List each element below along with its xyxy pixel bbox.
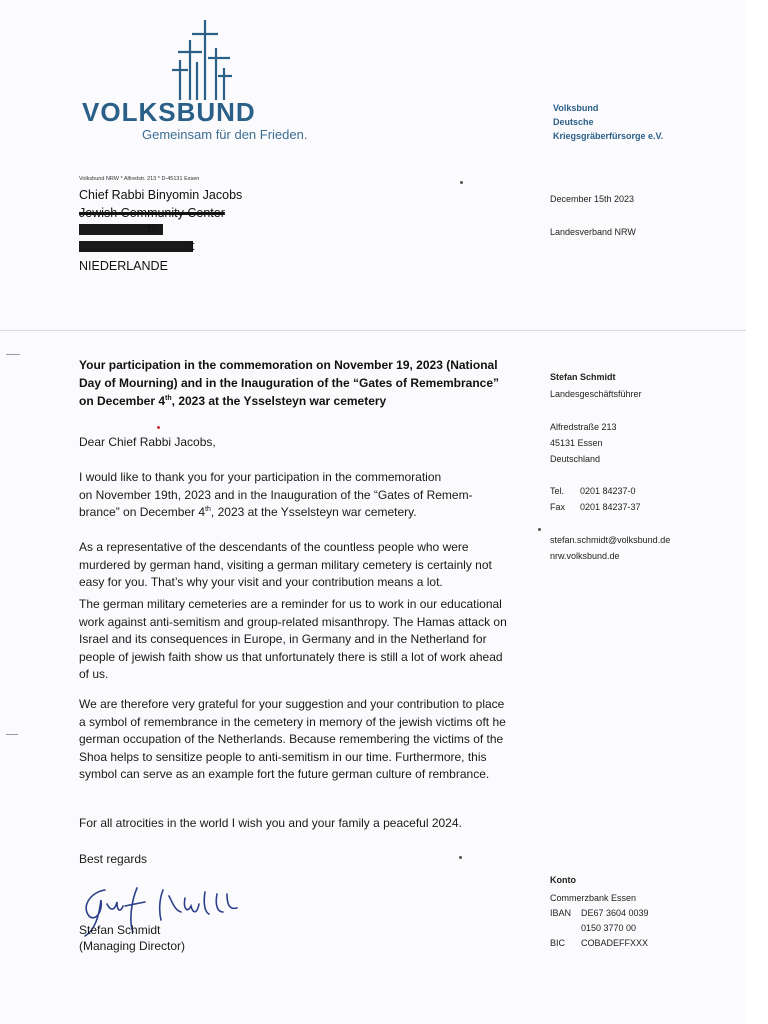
bank-iban-row-2 [550,921,636,936]
bic-label: BIC [550,938,566,948]
contact-fax-row [550,499,641,515]
iban-label: IBAN [550,908,572,918]
fax-number: 0201 84237-37 [580,502,641,512]
subject-line: Day of Mourning) and in the Inauguration of the “Gates of Remembrance” [79,376,500,390]
redaction-bar [79,241,193,252]
closing: Best regards [79,852,148,866]
bank-iban-row [550,906,649,921]
paragraph-2: As a representative of the descendants of the countless people who were murdered by german hand, visiting a german military cemetery is certainly not easy for you. That’s why your visit and your contribution means a lot. [79,540,492,589]
bank-bic-row [550,936,648,951]
contact-street: Alfredstraße 213 [550,422,617,432]
recipient-country: NIEDERLANDE [79,259,168,273]
contact-country: Deutschland [550,454,601,464]
contact-role: Landesgeschäftsführer [550,389,642,399]
paragraph-3: The german military cemeteries are a reminder for us to work in our educational work against anti-semitism and group-related misanthropy. The Hamas attack on Israel and its consequences in Europe, in Germany and in the Netherland for people of jewish faith show us that unfortunately there is still a lot of work ahead of us. [79,597,507,681]
tel-label: Tel. [550,486,565,496]
iban-line-1: DE67 3604 0039 [581,908,649,918]
salutation: Dear Chief Rabbi Jacobs, [79,435,216,449]
crosses-logo-icon [164,18,236,104]
contact-phone-row [550,483,636,499]
org-line: Kriegsgräberfürsorge e.V. [553,131,664,141]
scan-speck [157,426,160,429]
punch-mark [6,734,18,735]
org-line: Deutsche [553,117,594,127]
letter-subject [79,356,529,410]
division-name: Landesverband NRW [550,227,636,237]
iban-line-2: 0150 3770 00 [581,923,637,933]
contact-name: Stefan Schmidt [550,372,616,382]
subject-line: Your participation in the commemoration on November 19, 2023 (National [79,358,498,372]
recipient-name: Chief Rabbi Binyomin Jacobs [79,188,243,202]
contact-city: 45131 Essen [550,438,603,448]
recipient-line3-visible: 10 [147,224,158,234]
bank-heading: Konto [550,875,576,885]
organization-block [553,101,663,143]
bic-code: COBADEFFXXX [581,938,649,948]
brand-name: VOLKSBUND [82,97,256,127]
fold-line [0,330,746,331]
paragraph-4: We are therefore very grateful for your suggestion and your contribution to place a symbol of remembrance in the cemetery in memory of the jewish victims oft he german occupation of the Netherlands. Because remembering the victims of the Shoa helps to sensitize people to anti-semitism in our time. Furthermore, this symbol can serve as an example fort the future german culture of rembrance. [79,697,506,781]
subject-line: on December 4th, 2023 at the Ysselsteyn war cemetery [79,394,387,408]
org-line: Volksbund [553,103,599,113]
paragraph-5: For all atrocities in the world I wish you and your family a peaceful 2024. [79,816,462,830]
sender-return-line: Volksbund NRW * Alfredstr. 213 * D-45131 Essen [79,176,200,182]
contact-email: stefan.schmidt@volksbund.de [550,535,671,545]
page-edge [746,0,768,1024]
fold-mark [6,354,20,355]
recipient-line4-visible: t [191,239,195,253]
bank-name: Commerzbank Essen [550,893,637,903]
brand-tagline: Gemeinsam für den Frieden. [142,127,308,142]
signatory-title: (Managing Director) [79,939,186,953]
tel-number: 0201 84237-0 [580,486,636,496]
scan-speck [460,181,463,184]
fax-label: Fax [550,502,566,512]
signatory-name: Stefan Schmidt [79,923,161,937]
paragraph-1: I would like to thank you for your participation in the commemoration on November 19th, 2023 and in the Inauguration of the “Gates of Remem- brance” on December 4th, 2023 at the Ysselsteyn war cemetery. [79,470,473,519]
scan-speck [538,528,541,531]
recipient-struck-line: Jewish Community Center [79,206,225,220]
letter-date: December 15th 2023 [550,194,635,204]
contact-website: nrw.volksbund.de [550,551,620,561]
